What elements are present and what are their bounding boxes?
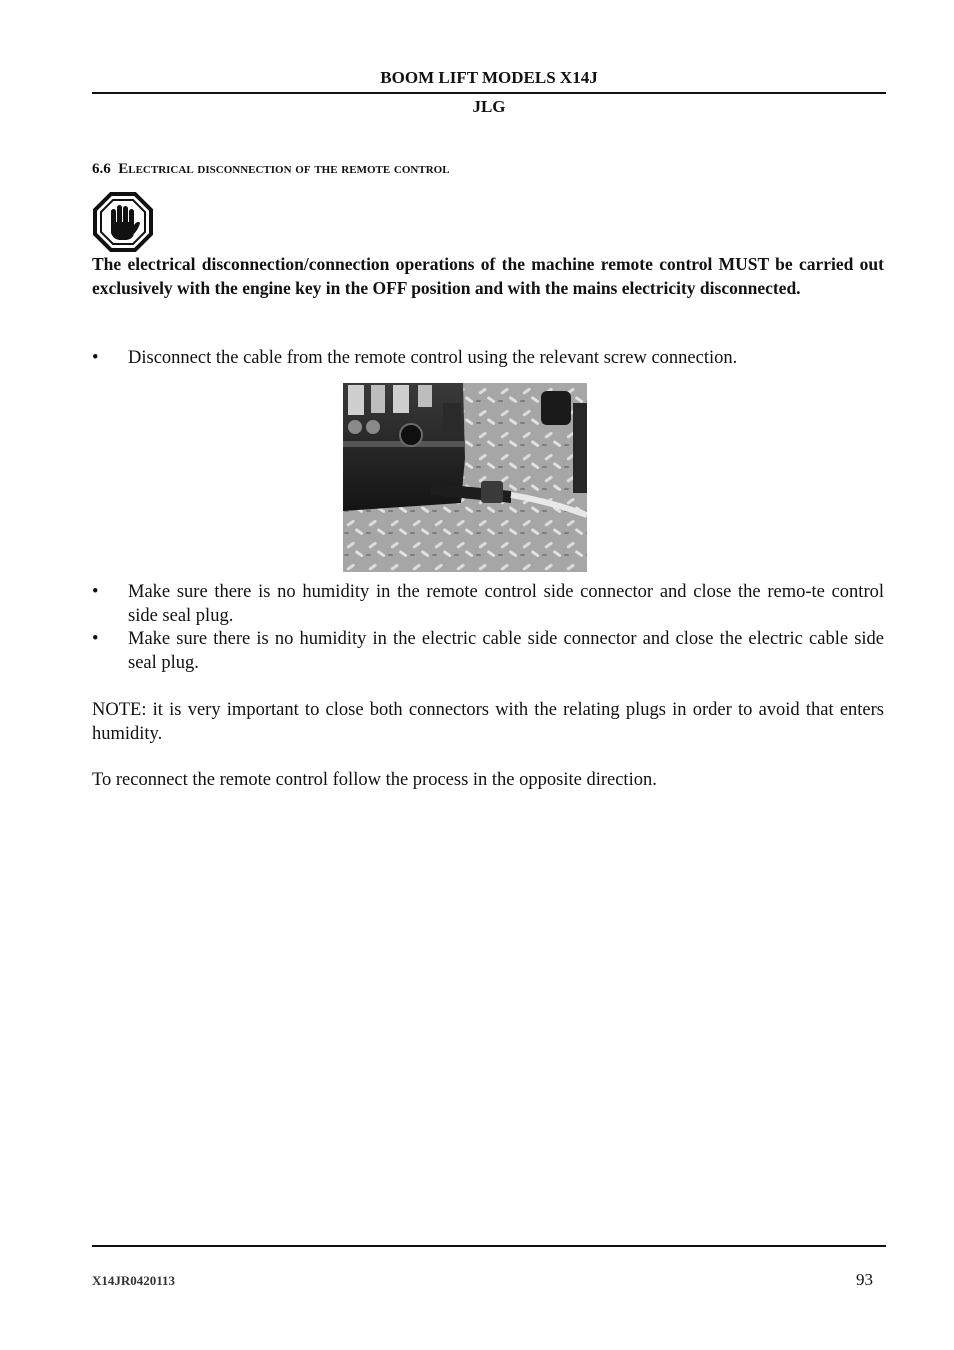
page-number: 93 <box>856 1270 873 1289</box>
step-text: Disconnect the cable from the remote control using the relevant screw connection. <box>128 348 738 368</box>
step-text: Make sure there is no humidity in the remote control side connector and close the remo-te control side seal plug. <box>128 582 884 626</box>
document-code: X14JR0420113 <box>92 1273 176 1288</box>
stop-hand-icon <box>93 192 153 252</box>
step-text: Make sure there is no humidity in the electric cable side connector and close the electric cable side seal plug. <box>128 629 884 673</box>
reconnect-paragraph: To reconnect the remote control follow the process in the opposite direction. <box>92 770 657 790</box>
page-header <box>92 66 886 118</box>
bullet-symbol: • <box>92 582 99 602</box>
list-item <box>92 347 884 371</box>
section-heading <box>92 161 450 178</box>
section-title: Electrical disconnection of the remote control <box>118 161 450 177</box>
bullet-symbol: • <box>92 629 99 649</box>
warning-text: The electrical disconnection/connection operations of the machine remote control MUST be carried out exclusively with the engine key in the OFF position and with the mains electricity disconnected. <box>92 254 884 298</box>
header-subtitle: JLG <box>472 97 506 116</box>
bullet-symbol: • <box>92 348 99 368</box>
remote-control-photo <box>343 383 587 572</box>
list-item <box>92 628 884 675</box>
header-title: BOOM LIFT MODELS X14J <box>92 66 886 94</box>
note-paragraph: NOTE: it is very important to close both connectors with the relating plugs in order to avoid that enters humidity. <box>92 700 884 744</box>
footer-divider <box>92 1245 886 1247</box>
list-item <box>92 581 884 628</box>
section-number: 6.6 <box>92 161 111 177</box>
